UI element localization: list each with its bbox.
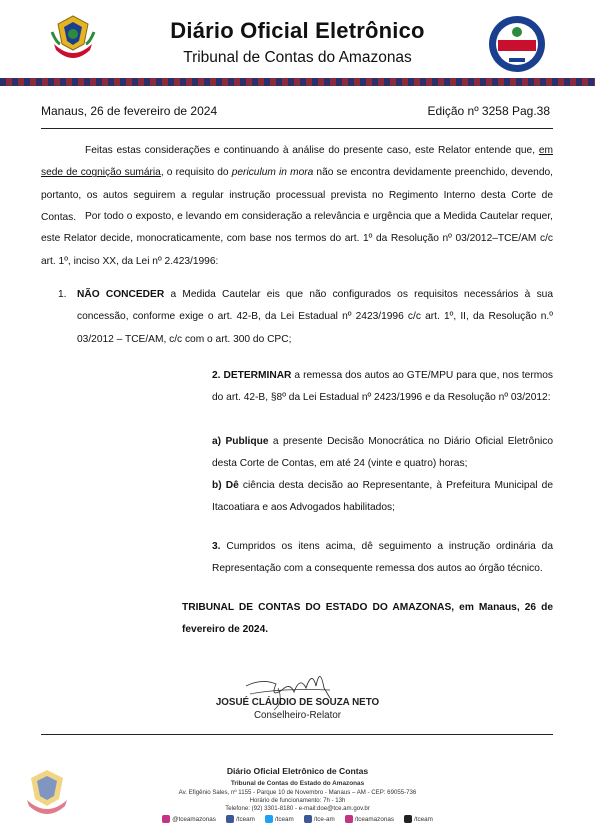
edition-number: Edição nº 3258 Pag.38 — [427, 104, 550, 118]
item-3-continue: 3. Cumpridos os itens acima, dê seguimento a instrução ordinária da Representação com a consequente remessa dos autos ao órgão técnico. — [212, 541, 553, 575]
footer-title: Diário Oficial Eletrônico de Contas — [226, 766, 369, 776]
item-2-determine: 2. DETERMINAR a remessa dos autos ao GTE/MPU para que, nos termos do art. 42-B, §8º da Lei Estadual nº 2423/1996 e da Resolução nº 03/2012: — [212, 370, 553, 404]
social-link[interactable]: /tceam — [404, 815, 433, 823]
footer-contact: Telefone: (92) 3301-8180 - e-mail:doe@tce.am.gov.br — [225, 805, 370, 812]
item-1-not-grant: NÃO CONCEDER a Medida Cautelar eis que não configurados os requisitos necessários à sua concessão, conforme exige o art. 42-B, da Lei Estadual nº 2423/1996 c/c art. 1º, II, da Resolução n.º 03/2012 – TCE/AM, c/c com o art. 300 do CPC; — [77, 289, 553, 345]
social-link[interactable]: /tceam — [265, 815, 294, 823]
social-link[interactable]: /tceamazonas — [345, 815, 394, 823]
item-2a-publish: a) Publique a presente Decisão Monocrática no Diário Oficial Eletrônico desta Corte de Contas, em até 24 (vinte e quatro) horas; — [212, 436, 554, 470]
journal-title: Diário Oficial Eletrônico — [170, 18, 425, 43]
social-link[interactable]: /tce-am — [304, 815, 335, 823]
social-links — [0, 815, 595, 823]
signatory-name: JOSUÉ CLÁUDIO DE SOUZA NETO — [215, 697, 380, 708]
facebook-icon — [226, 815, 234, 823]
instagram-icon — [162, 815, 170, 823]
twitter-icon — [265, 815, 273, 823]
facebook-icon — [304, 815, 312, 823]
x-icon — [404, 815, 412, 823]
social-link[interactable]: @tceamazonas — [162, 815, 216, 823]
social-link[interactable]: /tceam — [226, 815, 255, 823]
signatory-role: Conselheiro-Relator — [253, 710, 342, 721]
paragraph-considerations: Feitas estas considerações e continuando à análise do presente caso, este Relator entende que, em sede de cognição sumária, o requisito do periculum in mora não se encontra devidamente preenchido, devendo, portanto, os autos seguirem a regular instrução processual prevista no Regimento Interno desta Corte de Contas. — [41, 145, 553, 223]
footer-divider — [41, 734, 553, 735]
item-1-number: 1. — [58, 289, 67, 300]
footer-organization: Tribunal de Contas do Estado do Amazonas — [230, 780, 365, 787]
page-header — [0, 0, 595, 78]
item-2b-notify: b) Dê ciência desta decisão ao Representante, à Prefeitura Municipal de Itacoatiara e aos Advogados habilitados; — [212, 480, 553, 514]
journal-subtitle: Tribunal de Contas do Amazonas — [183, 49, 412, 66]
footer-hours: Horário de funcionamento: 7h - 13h — [249, 797, 346, 804]
header-stripe — [0, 78, 595, 86]
footer-address: Av. Efigênio Sales, nº 1155 - Parque 10 de Novembro - Manaus – AM - CEP: 69055-736 — [178, 789, 417, 796]
instagram-icon — [345, 815, 353, 823]
paragraph-decision-basis: Por todo o exposto, e levando em consideração a relevância e urgência que a Medida Cautelar requer, este Relator decide, monocraticamente, com base nos termos do art. 1º da Resolução nº 03/2012–TCE/AM c/c art. 1º, inciso XX, da Lei nº 2.423/1996: — [41, 211, 553, 267]
iso-certification-seal — [487, 14, 547, 74]
publication-date: Manaus, 26 de fevereiro de 2024 — [41, 104, 218, 118]
closing-statement: TRIBUNAL DE CONTAS DO ESTADO DO AMAZONAS, em Manaus, 26 de fevereiro de 2024. — [182, 602, 553, 636]
dateline-divider — [41, 128, 553, 129]
